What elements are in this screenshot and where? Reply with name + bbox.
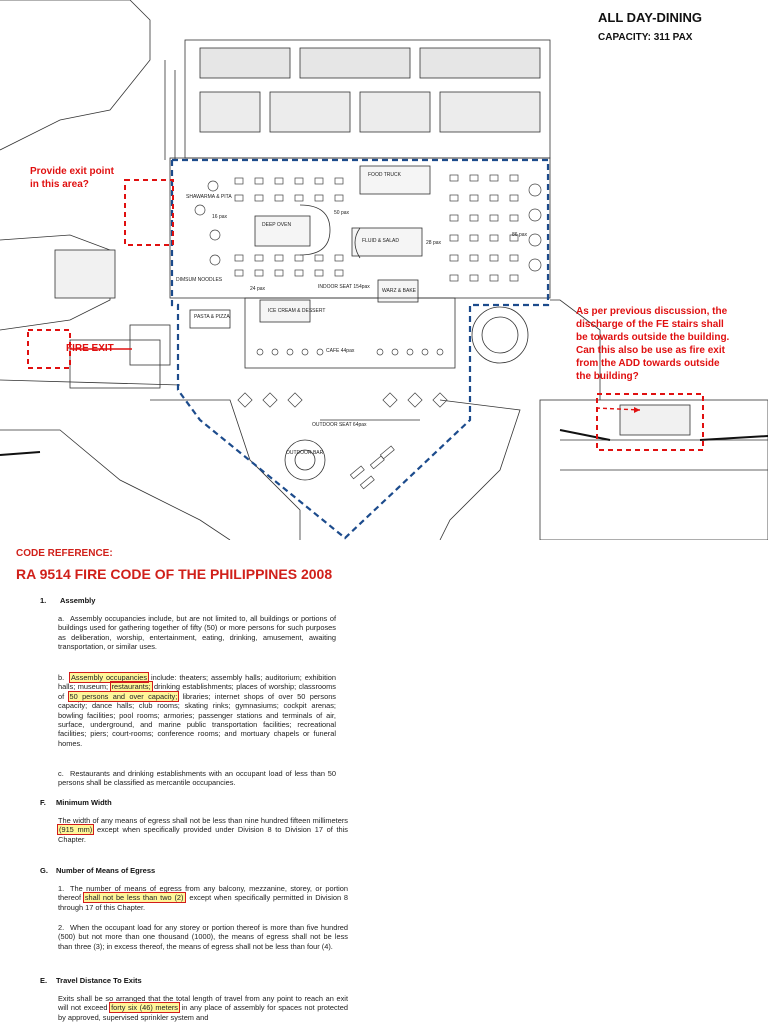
page-title: ALL DAY-DINING xyxy=(598,10,703,25)
pasta-pizza-label: PASTA & PIZZA xyxy=(194,314,230,320)
pax-count-24: 24 pax xyxy=(250,286,266,292)
means-egress-item-1: 1. The number of means of egress from any balcony, mezzanine, storey, or portion thereof shall not be less than two (2), except when specifically permitted in Division 8 through 17 of this Chapter. xyxy=(58,884,348,912)
fire-exit-box xyxy=(28,330,70,368)
bake-label: WARZ & BAKE xyxy=(382,288,416,294)
highlight-46-meters: forty six (46) meters xyxy=(111,1003,178,1013)
highlight-assembly-occupancies: Assembly occupancies xyxy=(71,673,148,682)
means-egress-item-2: 2. When the occupant load for any storey or portion thereof is more than five hundred (500) but not more than one thousand (1000), the means of egress shall not be less than three (3); in excess thereof, the means of egress shall not be less than four (4). xyxy=(58,923,348,951)
pax-count-16: 16 pax xyxy=(212,214,228,220)
capacity-label: CAPACITY: xyxy=(598,32,654,43)
highlight-restaurants: restaurants; xyxy=(111,682,151,692)
deep-oven-label: DEEP OVEN xyxy=(262,222,292,228)
dining-boundary-outline xyxy=(172,160,548,538)
outdoor-bar-label: OUTDOOR BAR xyxy=(286,450,324,456)
fluid-salad-label: FLUID & SALAD xyxy=(362,238,399,244)
travel-heading: E. Travel Distance To Exits xyxy=(40,976,142,985)
pax-count-28: 28 pax xyxy=(426,240,442,246)
code-title: RA 9514 FIRE CODE OF THE PHILIPPINES 2008 xyxy=(16,566,333,582)
food-truck-label: FOOD TRUCK xyxy=(368,172,401,178)
capacity-value: 311 PAX xyxy=(653,32,693,43)
outdoor-seat-label: OUTDOOR SEAT 64pax xyxy=(312,422,367,428)
shawarma-label: SHAWARMA & PITA xyxy=(186,194,232,200)
highlight-two-exits: shall not be less than two (2) xyxy=(84,893,184,903)
means-egress-heading: G. Number of Means of Egress xyxy=(40,866,156,875)
code-reference-label: CODE REFERENCE: xyxy=(16,548,113,559)
assembly-heading: 1. Assembly xyxy=(40,596,96,605)
capacity-line xyxy=(598,32,692,43)
cafe-label: CAFE 44pax xyxy=(326,348,355,354)
highlight-50-persons: 50 persons and over capacity; xyxy=(69,691,178,701)
highlight-915mm: (915 mm) xyxy=(59,825,93,835)
min-width-heading: F. Minimum Width xyxy=(40,798,112,807)
dimsum-noodles-label: DIMSUM NOODLES xyxy=(176,277,223,283)
pax-count-86: 86 pax xyxy=(512,232,528,238)
fire-exit-note: FIRE EXIT xyxy=(66,343,114,354)
exit-point-note: Provide exit point in this area? xyxy=(30,166,114,190)
exit-point-box xyxy=(125,180,173,245)
assembly-item-a: a. Assembly occupancies include, but are not limited to, all buildings or portions of buildings used for gathering together of fifty (50) or more persons for such purposes as deliberation, worship, entertainment, eating, drinking, amusement, awaiting transportation, or similar uses. xyxy=(58,614,336,652)
ice-cream-label: ICE CREAM & DESSERT xyxy=(268,308,326,314)
assembly-item-b: b. Assembly occupancies include: theaters; assembly halls; auditorium; exhibition halls; museum; restaurants; drinking establishments; places of worship; classrooms of 50 persons and over capacity; libraries; internet shops of over 50 persons capacity; dance halls; club rooms; skating rinks; gymnasiums; cockpit arenas; bowling facilities; pool rooms; armories; passenger stations and terminals of air, surface, underground, and marine public transportation facilities; recreational facilities; piers; court-rooms; conference rooms; and mortuary chapels or funeral homes. xyxy=(58,673,336,748)
travel-text: Exits shall be so arranged that the total length of travel from any point to reach an exit will not exceed forty six (46) meters in any place of assembly for spaces not protected by approved, supervised sprinkler system and xyxy=(58,994,349,1022)
pax-count-50: 50 pax xyxy=(334,210,350,216)
indoor-seat-label: INDOOR SEAT 154pax xyxy=(318,284,370,290)
stairs-note: As per previous discussion, the discharge of the FE stairs shall be towards outside the building. Can this also be use as fire exit from the ADD towards outside the building? xyxy=(576,306,730,382)
min-width-text: The width of any means of egress shall not be less than nine hundred fifteen millimeters (915 mm) except when specifically provided under Division 8 to Division 17 of this Chapter. xyxy=(58,816,348,844)
assembly-item-c: c. Restaurants and drinking establishments with an occupant load of less than 50 persons shall be classified as mercantile occupancies. xyxy=(58,769,336,788)
